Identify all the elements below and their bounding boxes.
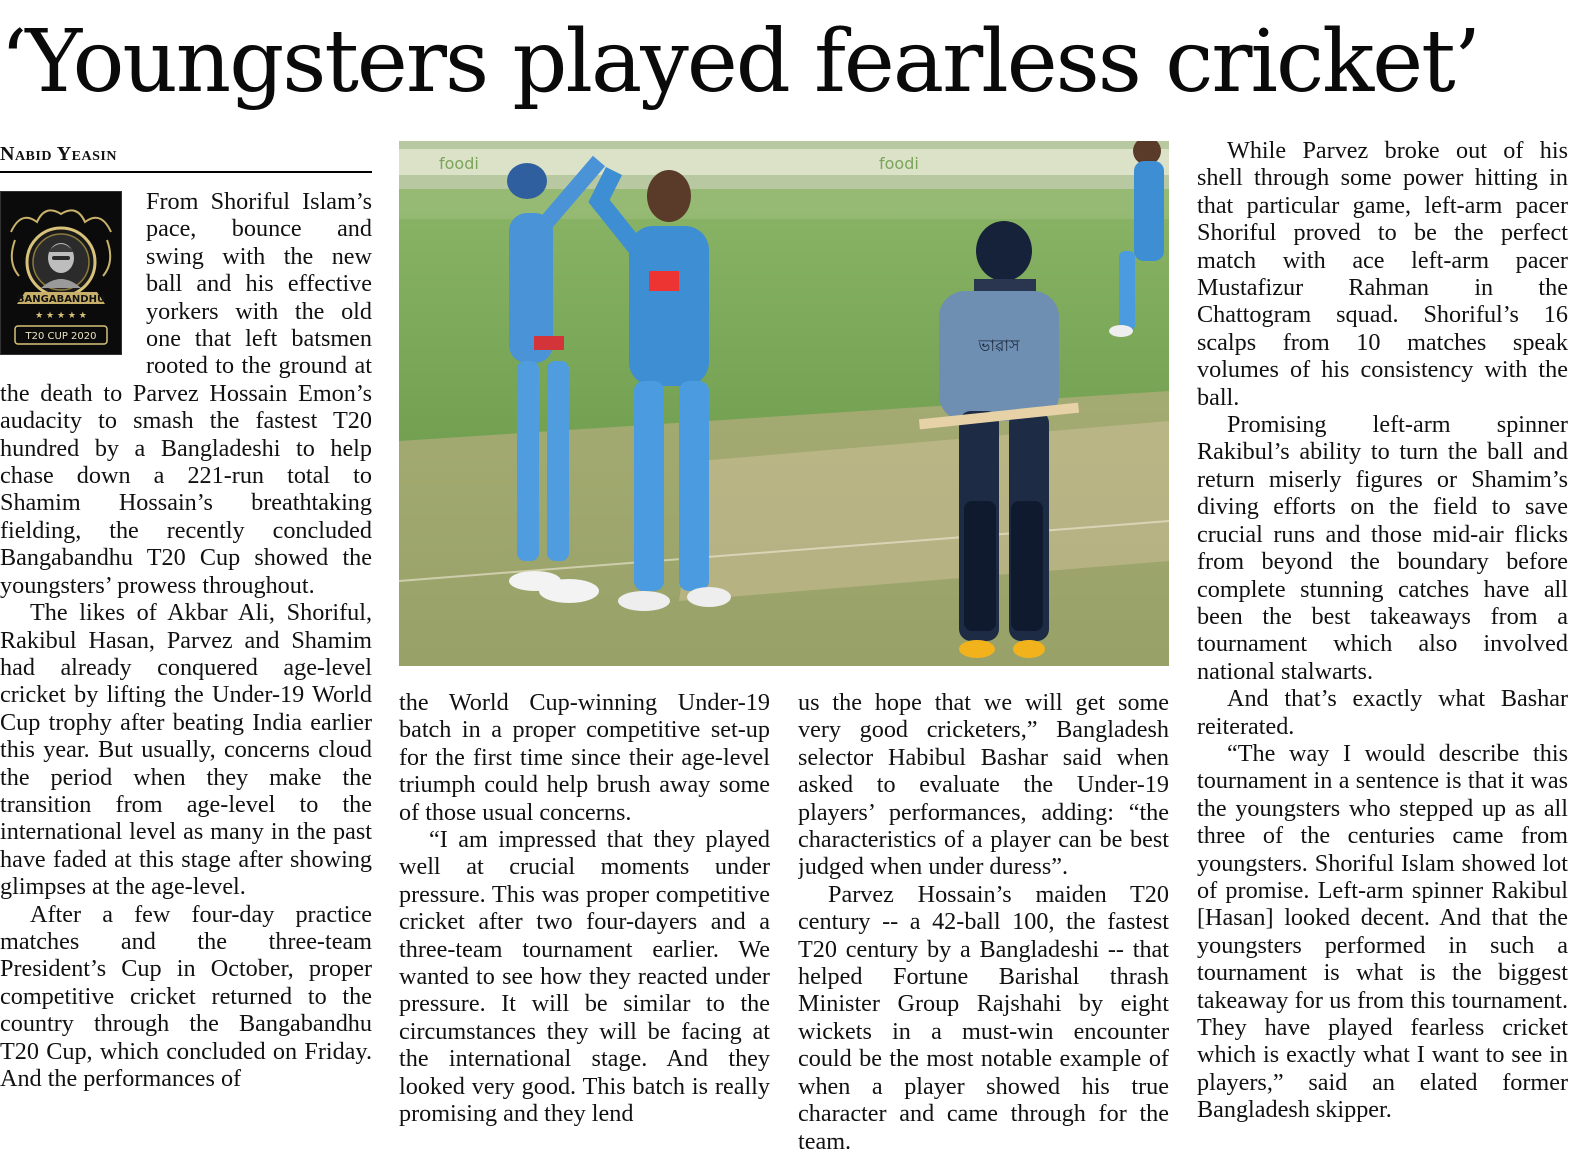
svg-text:★ ★ ★ ★ ★: ★ ★ ★ ★ ★ [35,311,87,321]
paragraph: From Shoriful Islam’s pace, bounce and swing with the new ball and his effective yorkers with the old one that left batsmen rooted to the ground at the death to Parvez Hossain Emon’s audacity to smash the fastest T20 hundred by a Bangladeshi to help chase down a 221-run total to Shamim Hossain’s breathtaking fielding, the recently concluded Bangabandhu T20 Cup showed the youngsters’ prowess throughout. [0,188,372,599]
article-column-4 [1197,137,1568,1164]
board-text: foodi [439,154,479,173]
logo-graphic [1,192,121,354]
paragraph: “The way I would describe this tournament in a sentence is that it was the youngsters who stepped up as all three of the centuries came from youngsters. Shoriful Islam showed lot of promise. Left-arm spinner Rakibul [Hasan] looked decent. And that the youngsters performed in such a tournament is what is the biggest takeaway for us from this tournament. They have played fearless cricket which is exactly what I want to see in players,” said an elated former Bangladesh skipper. [1197,739,1568,1124]
paragraph: Parvez Hossain’s maiden T20 century -- a 42-ball 100, the fastest T20 century by a Bangladeshi -- that helped Fortune Barishal thrash Minister Group Rajshahi by eight wickets in a must-win encounter could be the most notable example of when a player showed his true character and came through for the team. [798,880,1169,1155]
photo-graphic [399,141,1169,666]
paragraph: Promising left-arm spinner Rakibul’s ability to turn the ball and return miserly figures or Shamim’s diving efforts on the field to save crucial runs and those mid-air flicks from beyond the boundary before complete stunning catches have all been the best takeaways from a tournament which also involved national stalwarts. [1197,411,1568,685]
article-column-1 [0,188,372,1164]
article-column-2 [399,689,770,1164]
logo-text-1: BANGABANDHU [16,294,106,305]
paragraph: While Parvez broke out of his shell through some power hitting in that particular game, left-arm pacer Shoriful proved to be the perfect match with ace left-arm pacer Mustafizur Rahman in the Chattogram squad. Shoriful’s 16 scalps from 10 matches speak volumes of his consistency with the ball. [1197,137,1568,411]
jersey-text: ভাৱাস [978,336,1020,355]
paragraph: The likes of Akbar Ali, Shoriful, Rakibul Hasan, Parvez and Shamim had already conquered age-level cricket by lifting the Under-19 World Cup trophy after beating India earlier this year. But usually, concerns cloud the period when they make the transition from age-level to the international level as many in the past have faded at this stage after showing glimpses at the age-level. [0,599,372,901]
byline: Nabid Yeasin [0,141,372,173]
bangabandhu-t20-cup-logo [0,191,122,355]
paragraph: the World Cup-winning Under-19 batch in a proper competitive set-up for the first time since their age-level triumph could help brush away some of those usual concerns. [399,689,770,826]
paragraph: And that’s exactly what Bashar reiterated. [1197,685,1568,740]
article-column-3 [798,689,1169,1164]
paragraph: After a few four-day practice matches and the three-team President’s Cup in October, proper competitive cricket returned to the country through the Bangabandhu T20 Cup, which concluded on Friday. And the performances of [0,900,372,1092]
headline: ‘Youngsters played fearless cricket’ [0,12,1480,112]
logo-text-2: T20 CUP 2020 [25,331,97,342]
paragraph: “I am impressed that they played well at crucial moments under pressure. This was proper competitive cricket after two four-dayers and a three-team tournament earlier. We wanted to see how they reacted under pressure. It will be similar to the circumstances they will be facing at the international stage. And they looked very good. This batch is really promising and they lend [399,826,770,1128]
cricket-celebration-photo [399,141,1169,666]
paragraph: us the hope that we will get some very good cricketers,” Bangladesh selector Habibul Bashar said when asked to evaluate the Under-19 players’ performances, adding: “the characteristics of a player can be best judged when under duress”. [798,689,1169,881]
svg-text:foodi: foodi [879,154,919,173]
